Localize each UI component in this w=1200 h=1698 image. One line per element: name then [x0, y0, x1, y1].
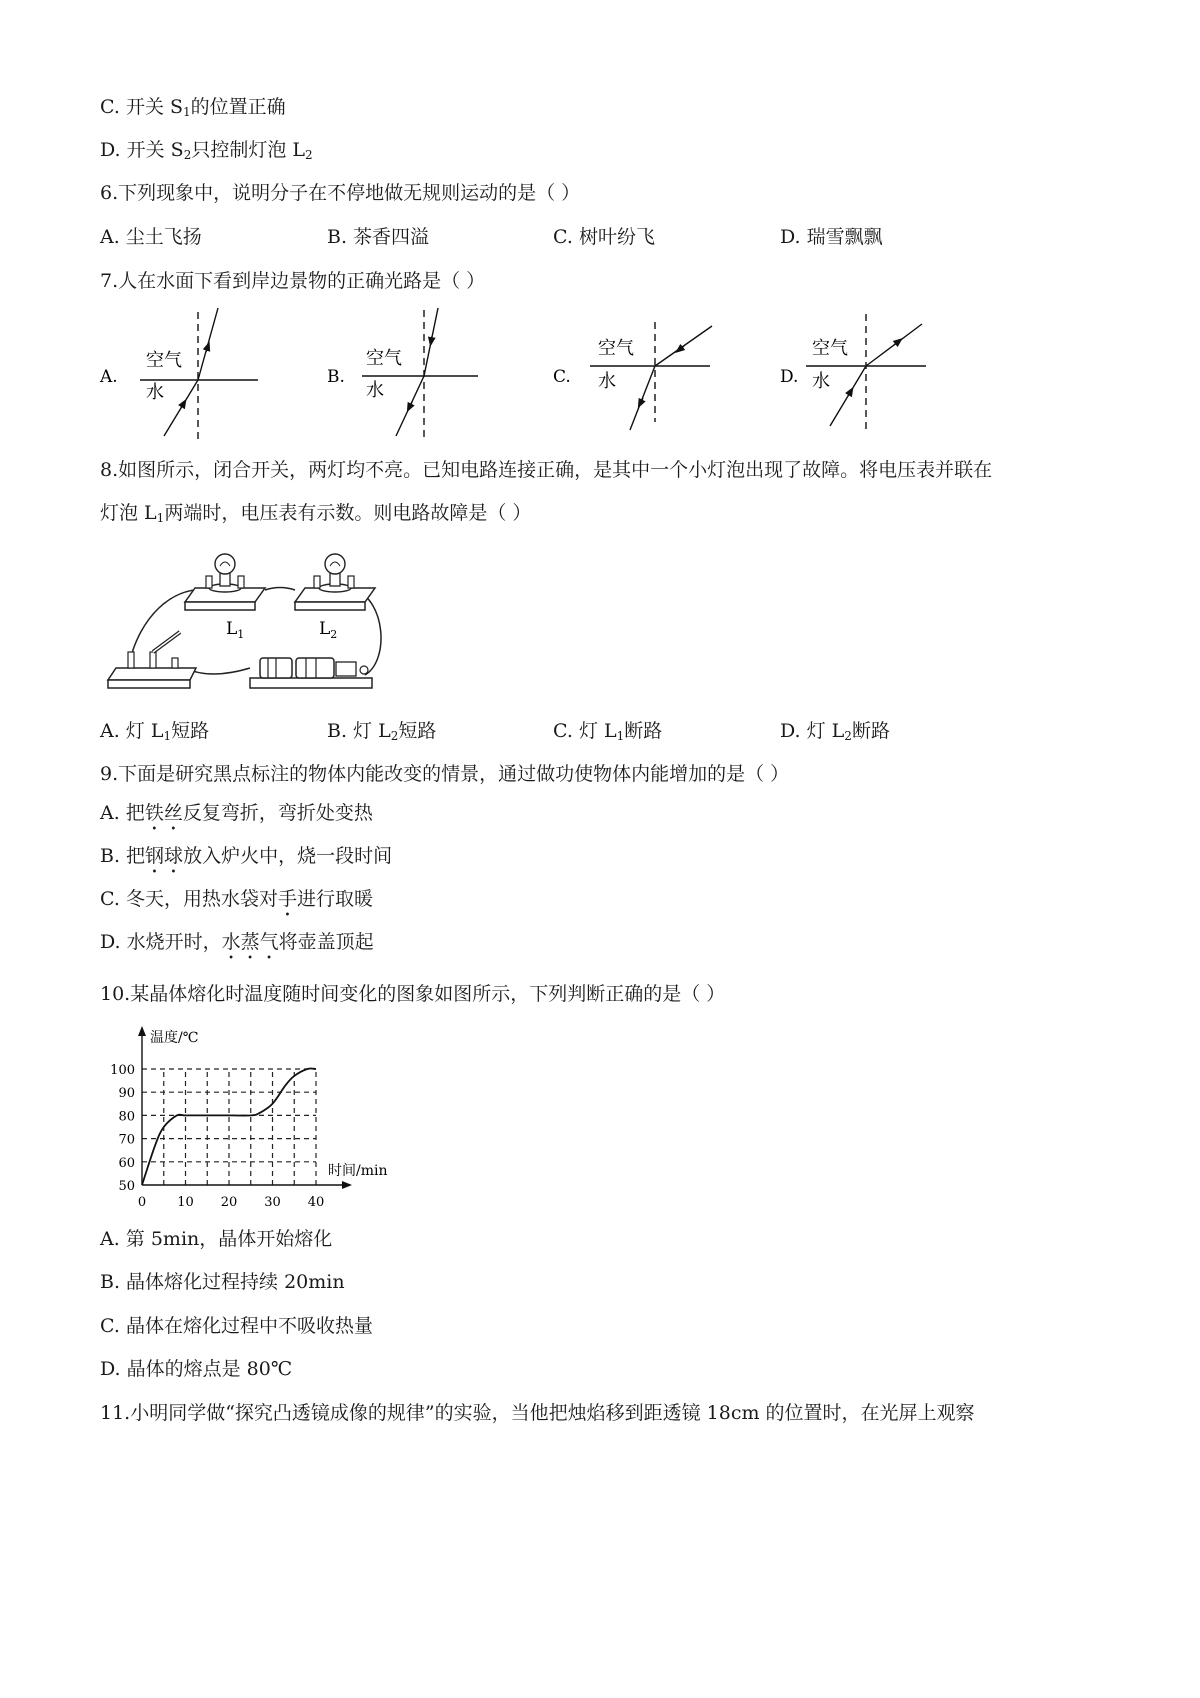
x-tick-label: 10 [177, 1195, 194, 1210]
q11-stem: 11.小明同学做“探究凸透镜成像的规律”的实验，当他把烛焰移到距透镜 18cm 的位置时，在光屏上观察 [100, 1402, 975, 1424]
q5-option-d: D. 开关 $S_2$只控制灯泡 $L_2$ [100, 139, 313, 162]
q5-option-c: C. 开关 $S_1$的位置正确 [100, 96, 286, 119]
q7-fig-a-air: 空气 [146, 350, 182, 371]
q7-fig-d-air: 空气 [812, 338, 848, 359]
q7-figure-d [780, 314, 926, 434]
q9-stem: 9.下面是研究黑点标注的物体内能改变的情景，通过做功使物体内能增加的是（ ） [100, 763, 790, 785]
x-tick-label: 30 [264, 1195, 281, 1210]
q8-option-a: A. 灯 $L_1$短路 [100, 720, 210, 743]
q7-fig-d-water: 水 [812, 371, 830, 392]
q9-option-b: B. 把钢球放入炉火中，烧一段时间 [100, 845, 393, 867]
q7-figure-b [327, 308, 478, 438]
q9-option-c: C. 冬天，用热水袋对手进行取暖 [100, 888, 373, 910]
q8-stem-line2: 灯泡 $L_1$两端时，电压表有示数。则电路故障是（ ） [100, 502, 532, 525]
label-l2: $L_2$ [319, 619, 338, 641]
y-tick-label: 100 [110, 1063, 135, 1078]
q10-option-a: A. 第 5min，晶体开始熔化 [100, 1228, 333, 1250]
x-tick-label: 40 [307, 1195, 325, 1210]
q9-a-dotted: 铁丝 [144, 802, 183, 824]
y-axis-arrow [138, 1026, 146, 1036]
q10-chart [100, 1020, 400, 1210]
switch [108, 632, 196, 688]
q10-option-c: C. 晶体在熔化过程中不吸收热量 [100, 1315, 373, 1337]
label-l1: $L_1$ [226, 619, 245, 641]
q6-option-a: A. 尘土飞扬 [100, 226, 202, 248]
y-tick-label: 60 [118, 1155, 135, 1171]
q7-fig-c-letter: C. [553, 367, 571, 387]
q10-option-d: D. 晶体的熔点是 80℃ [100, 1358, 293, 1380]
q6-option-c: C. 树叶纷飞 [553, 226, 655, 248]
y-tick-label: 70 [118, 1132, 135, 1148]
q7-fig-d-letter: D. [780, 367, 799, 387]
x-axis-label: 时间/min [328, 1163, 388, 1179]
q7-fig-c-air: 空气 [598, 338, 634, 359]
y-tick-label: 90 [118, 1086, 135, 1102]
q6-option-b: B. 茶香四溢 [327, 226, 430, 248]
q7-stem: 7.人在水面下看到岸边景物的正确光路是（ ） [100, 270, 486, 292]
q7-figure-c [553, 322, 712, 430]
q7-fig-a-water: 水 [146, 382, 164, 403]
q9-option-d: D. 水烧开时，水蒸气将壶盖顶起 [100, 931, 374, 953]
q9-d-dotted: 水蒸气 [221, 931, 279, 953]
q7-fig-a-letter: A. [100, 367, 118, 387]
x-tick-label: 0 [137, 1195, 147, 1210]
lamp-l2 [295, 554, 375, 610]
q9-c-dotted: 手 [277, 888, 297, 910]
q7-fig-b-water: 水 [366, 380, 384, 401]
x-tick-label: 20 [220, 1195, 238, 1210]
q8-option-c: C. 灯 $L_1$断路 [553, 720, 663, 743]
q7-fig-c-water: 水 [598, 371, 616, 392]
y-tick-label: 80 [118, 1109, 135, 1125]
q10-stem: 10.某晶体熔化时温度随时间变化的图象如图所示，下列判断正确的是（ ） [100, 983, 726, 1005]
q9-b-dotted: 钢球 [145, 845, 184, 867]
lamp-l1 [185, 554, 265, 610]
q7-figures [0, 300, 1200, 450]
q10-option-b: B. 晶体熔化过程持续 20min [100, 1271, 345, 1293]
y-tick-label: 50 [118, 1179, 135, 1194]
q8-option-b: B. 灯 $L_2$短路 [327, 720, 437, 743]
x-axis-arrow [342, 1181, 352, 1189]
q8-option-d: D. 灯 $L_2$断路 [780, 720, 890, 743]
q9-option-a: A. 把铁丝反复弯折，弯折处变热 [100, 802, 373, 824]
q6-option-d: D. 瑞雪飘飘 [780, 226, 883, 248]
q8-stem-line1: 8.如图所示，闭合开关，两灯均不亮。已知电路连接正确，是其中一个小灯泡出现了故障。将电压表并联在 [100, 459, 993, 481]
q8-circuit-figure [100, 540, 400, 700]
q6-stem: 6.下列现象中，说明分子在不停地做无规则运动的是（ ） [100, 182, 581, 204]
q7-fig-b-letter: B. [327, 367, 345, 387]
y-axis-label: 温度/℃ [150, 1030, 199, 1046]
q7-figure-a [99, 308, 258, 440]
q7-fig-b-air: 空气 [366, 348, 402, 369]
battery [250, 658, 372, 688]
